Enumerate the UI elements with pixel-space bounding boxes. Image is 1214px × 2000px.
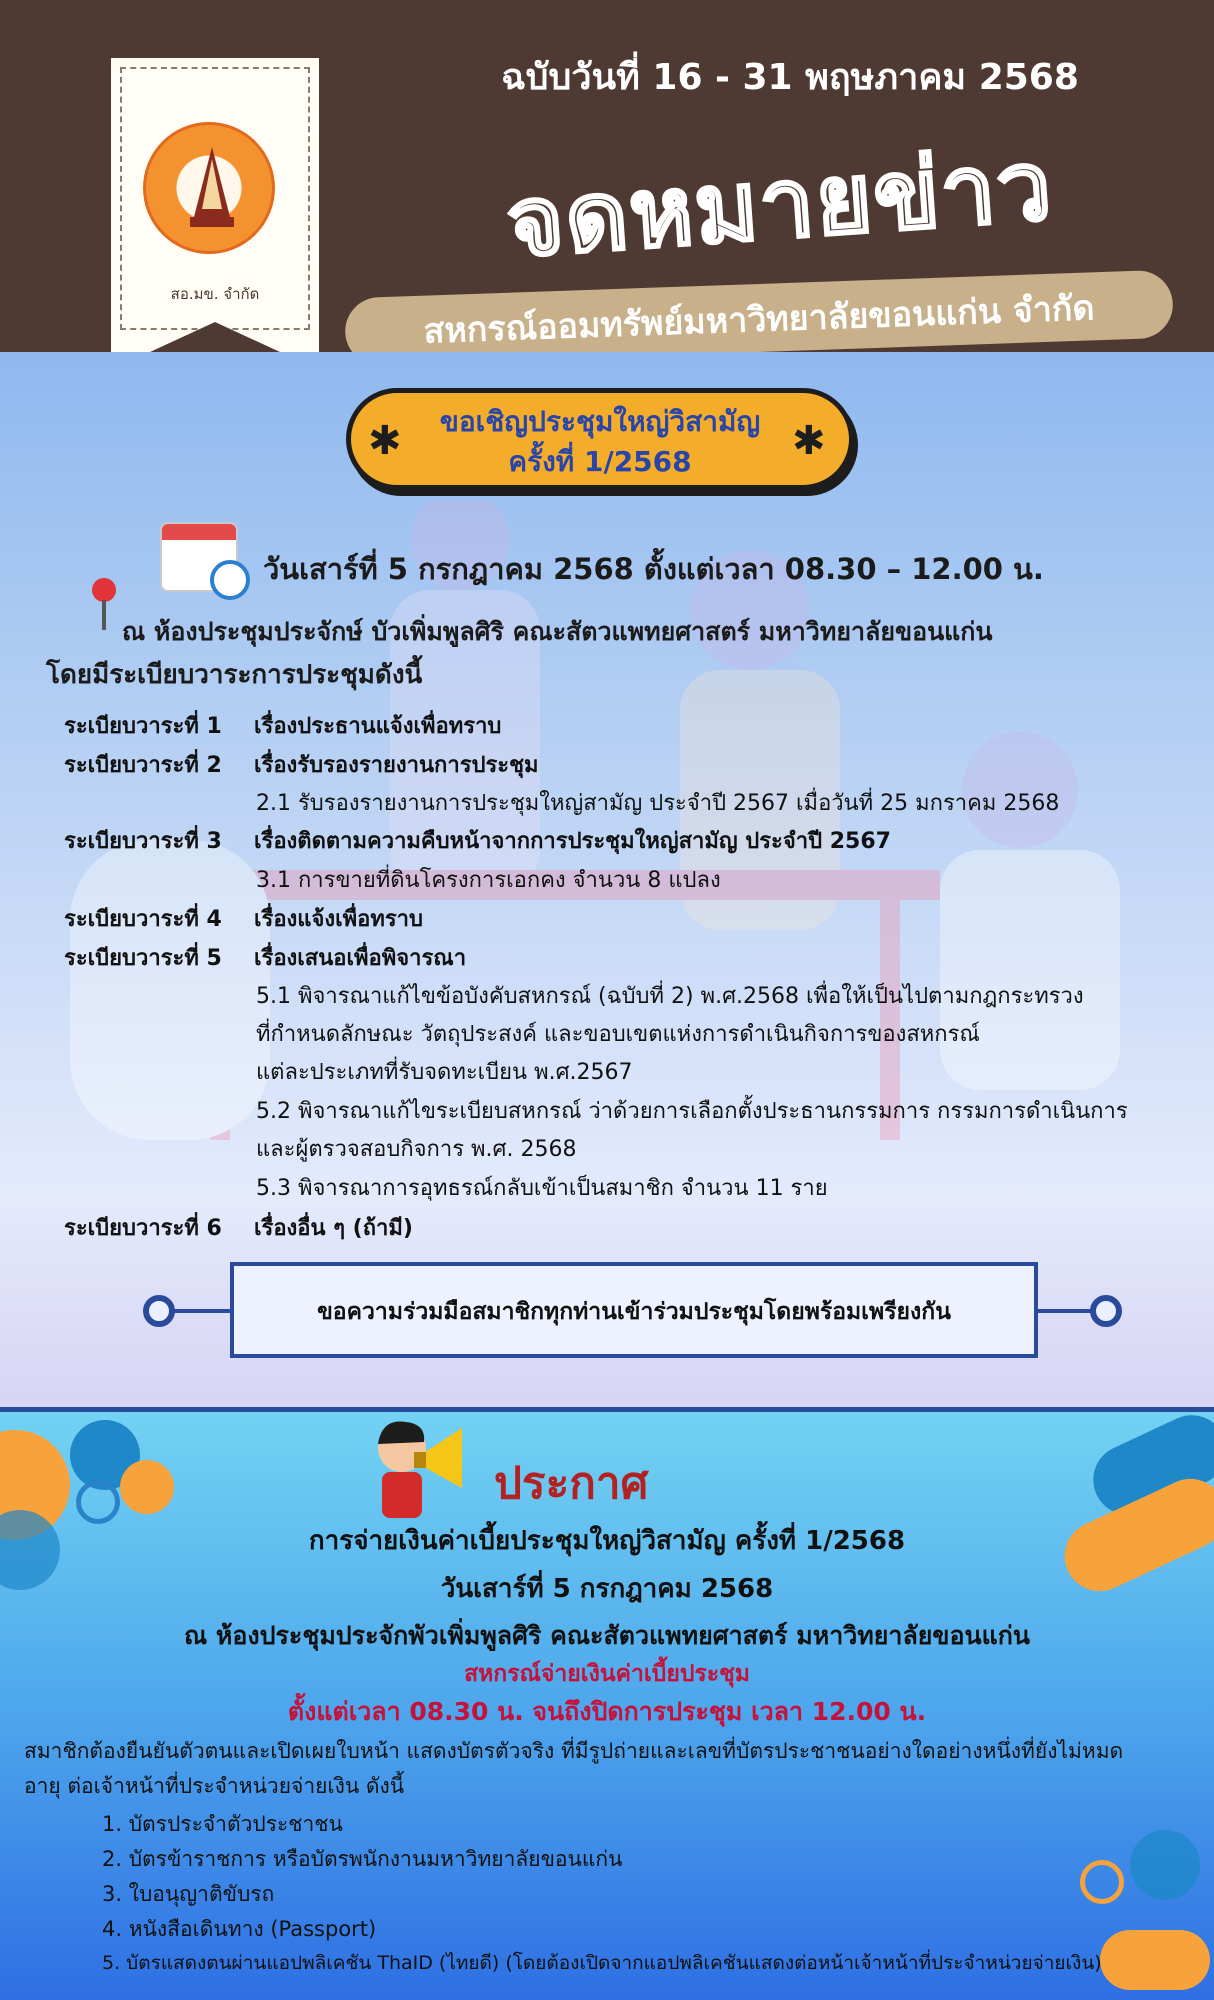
announcement-body-2: อายุ ต่อเจ้าหน้าที่ประจำหน่วยจ่ายเงิน ดังนี้ — [24, 1774, 405, 1798]
agenda-number: ระเบียบวาระที่ 1 — [64, 714, 222, 739]
decor-ring — [76, 1480, 120, 1524]
location-pin-icon — [92, 578, 116, 602]
announcement-line-3: ณ ห้องประชุมประจักพัวเพิ่มพูลศิริ คณะสัตวแพทยศาสตร์ มหาวิทยาลัยขอนแก่น — [184, 1621, 1030, 1650]
agenda-title: เรื่องรับรองรายงานการประชุม — [254, 753, 539, 778]
announcement-title: ประกาศ — [494, 1458, 649, 1509]
agenda-number: ระเบียบวาระที่ 6 — [64, 1216, 222, 1241]
id-list-item: 1. บัตรประจำตัวประชาชน — [102, 1812, 343, 1836]
cta-connector-dot — [143, 1295, 175, 1327]
event-venue: ณ ห้องประชุมประจักษ์ บัวเพิ่มพูลศิริ คณะสัตวแพทยศาสตร์ มหาวิทยาลัยขอนแก่น — [122, 617, 993, 646]
cta-text: ขอความร่วมมือสมาชิกทุกท่านเข้าร่วมประชุมโดยพร้อมเพรียงกัน — [317, 1299, 951, 1325]
id-list-item: 3. ใบอนุญาติขับรถ — [102, 1882, 275, 1906]
id-list-item: 4. หนังสือเดินทาง (Passport) — [102, 1917, 377, 1941]
logo-caption: สอ.มข. จำกัด — [170, 285, 260, 303]
invite-line-2: ครั้งที่ 1/2568 — [508, 445, 692, 478]
coop-logo-icon — [143, 122, 275, 254]
agenda-title: เรื่องแจ้งเพื่อทราบ — [254, 907, 423, 932]
clock-icon — [210, 560, 250, 600]
org-name: สหกรณ์ออมทรัพย์มหาวิทยาลัยขอนแก่น จำกัด — [422, 288, 1096, 352]
flower-icon: ✱ — [368, 418, 402, 464]
flower-icon: ✱ — [792, 418, 826, 464]
announcement-highlight-2: ตั้งแต่เวลา 08.30 น. จนถึงปิดการประชุม เวลา 12.00 น. — [287, 1697, 927, 1726]
invite-line-1: ขอเชิญประชุมใหญ่วิสามัญ — [439, 405, 761, 438]
agenda-number: ระเบียบวาระที่ 2 — [64, 753, 222, 778]
decor-pill — [1100, 1930, 1210, 1990]
megaphone-person-icon — [366, 1414, 470, 1524]
agenda-subitem: 5.1 พิจารณาแก้ไขข้อบังคับสหกรณ์ (ฉบับที่ 2) พ.ศ.2568 เพื่อให้เป็นไปตามกฎกระทรวง — [256, 984, 1084, 1009]
newsletter-title: จดหมายข่าว — [503, 129, 1057, 279]
agenda-subitem: 5.3 พิจารณาการอุทธรณ์กลับเข้าเป็นสมาชิก จำนวน 11 ราย — [256, 1176, 828, 1201]
agenda-subitem: ที่กำหนดลักษณะ วัตถุประสงค์ และขอบเขตแห่งการดำเนินกิจการของสหกรณ์ — [256, 1022, 980, 1047]
agenda-subitem: แต่ละประเภทที่รับจดทะเบียน พ.ศ.2567 — [256, 1060, 633, 1085]
issue-date: ฉบับวันที่ 16 - 31 พฤษภาคม 2568 — [501, 57, 1079, 98]
decor-circle — [120, 1460, 174, 1514]
announcement-line-1: การจ่ายเงินค่าเบี้ยประชุมใหญ่วิสามัญ ครั้งที่ 1/2568 — [308, 1526, 906, 1556]
announcement-body-1: สมาชิกต้องยืนยันตัวตนและเปิดเผยใบหน้า แสดงบัตรตัวจริง ที่มีรูปถ่ายและเลขที่บัตรประชาชนอย่างใดอย่างหนึ่งที่ยังไม่หมด — [24, 1739, 1124, 1763]
decor-ring — [1080, 1860, 1124, 1904]
announcement-line-2: วันเสาร์ที่ 5 กรกฎาคม 2568 — [440, 1574, 774, 1604]
agenda-title: เรื่องติดตามความคืบหน้าจากการประชุมใหญ่สามัญ ประจำปี 2567 — [254, 829, 891, 854]
announcement-highlight-1: สหกรณ์จ่ายเงินค่าเบี้ยประชุม — [464, 1661, 750, 1687]
decor-circle — [1130, 1830, 1200, 1900]
event-date-time: วันเสาร์ที่ 5 กรกฎาคม 2568 ตั้งแต่เวลา 08.30 – 12.00 น. — [263, 552, 1044, 586]
agenda-number: ระเบียบวาระที่ 5 — [64, 946, 222, 971]
agenda-number: ระเบียบวาระที่ 3 — [64, 829, 222, 854]
agenda-title: เรื่องเสนอเพื่อพิจารณา — [254, 946, 467, 971]
agenda-title: เรื่องประธานแจ้งเพื่อทราบ — [254, 714, 502, 739]
id-list-item: 2. บัตรข้าราชการ หรือบัตรพนักงานมหาวิทยาลัยขอนแก่น — [102, 1847, 623, 1871]
agenda-title: เรื่องอื่น ๆ (ถ้ามี) — [254, 1216, 413, 1241]
agenda-intro: โดยมีระเบียบวาระการประชุมดังนี้ — [46, 660, 423, 690]
location-pin-stick — [102, 600, 106, 630]
section-divider — [0, 1407, 1214, 1412]
agenda-subitem: 3.1 การขายที่ดินโครงการเอกคง จำนวน 8 แปลง — [256, 868, 721, 893]
agenda-number: ระเบียบวาระที่ 4 — [64, 907, 222, 932]
cta-connector-dot — [1090, 1295, 1122, 1327]
agenda-subitem: และผู้ตรวจสอบกิจการ พ.ศ. 2568 — [256, 1137, 577, 1162]
agenda-subitem: 2.1 รับรองรายงานการประชุมใหญ่สามัญ ประจำปี 2567 เมื่อวันที่ 25 มกราคม 2568 — [256, 791, 1060, 816]
id-list-item: 5. บัตรแสดงตนผ่านแอปพลิเคชัน ThaID (ไทยดี) (โดยต้องเปิดจากแอปพลิเคชันแสดงต่อหน้าเจ้าหน้าที่ประจำหน่วยจ่ายเงิน) — [102, 1952, 1102, 1974]
agenda-subitem: 5.2 พิจารณาแก้ไขระเบียบสหกรณ์ ว่าด้วยการเลือกตั้งประธานกรรมการ กรรมการดำเนินการ — [256, 1099, 1128, 1124]
